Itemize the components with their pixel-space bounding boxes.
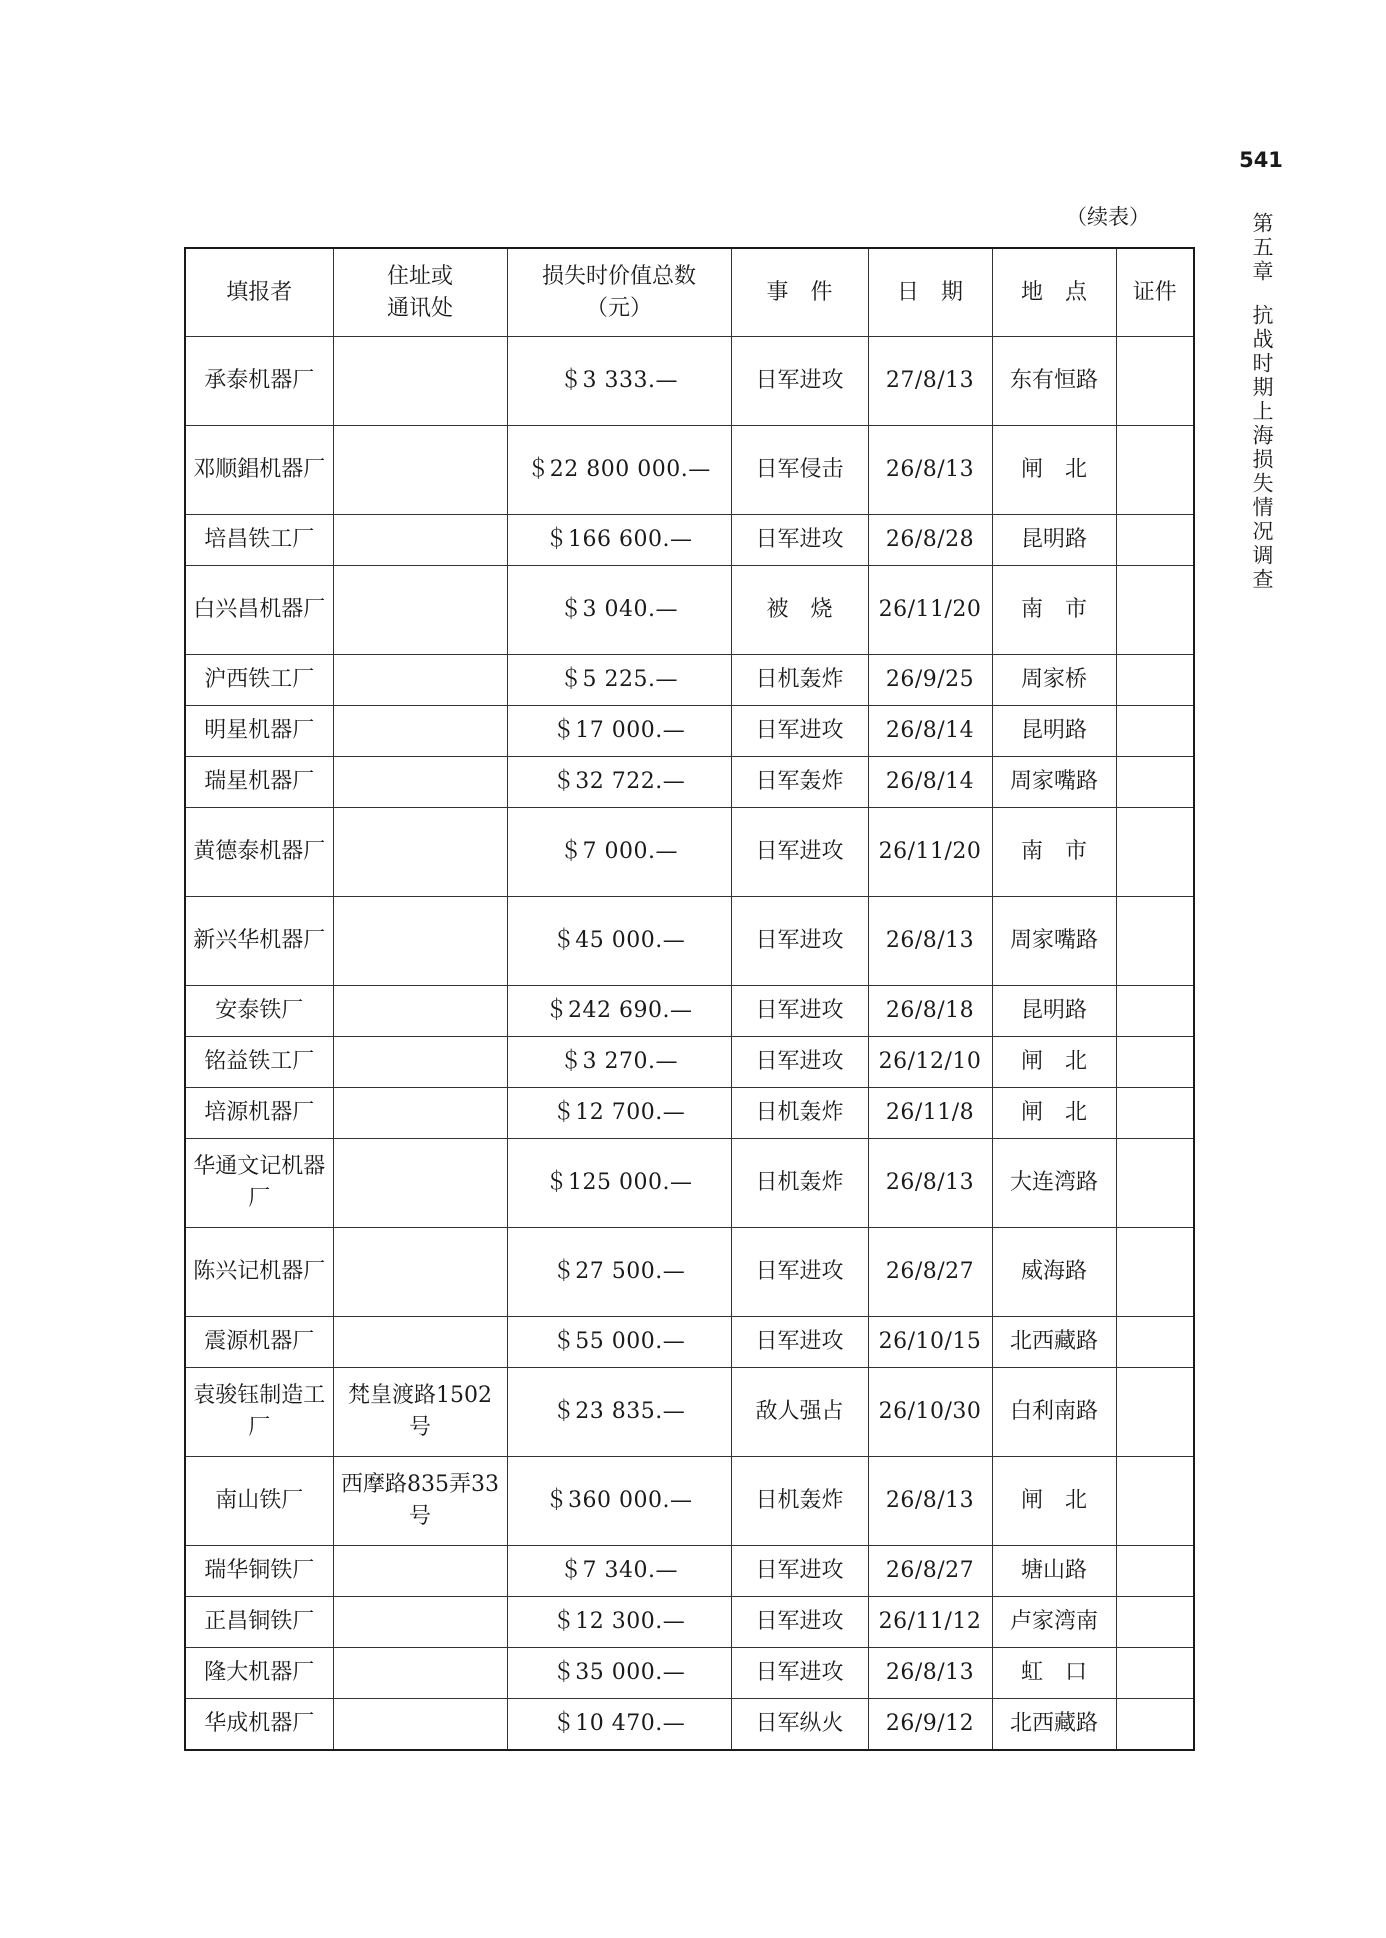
cell-place: 昆明路 <box>992 515 1116 566</box>
header-address-line2: 通讯处 <box>386 295 453 321</box>
table-row <box>185 1546 1194 1597</box>
cell-address <box>333 1228 507 1317</box>
cell-reporter: 陈兴记机器厂 <box>185 1228 333 1317</box>
cell-amount: ＄55 000.— <box>507 1317 731 1368</box>
cell-event: 日军进攻 <box>731 1648 868 1699</box>
table-row <box>185 1228 1194 1317</box>
cell-amount: ＄10 470.— <box>507 1699 731 1750</box>
cell-event: 日军进攻 <box>731 515 868 566</box>
cell-place: 闸 北 <box>992 1457 1116 1546</box>
cell-date: 26/8/13 <box>868 1139 992 1228</box>
cell-address <box>333 426 507 515</box>
cell-certificate <box>1116 986 1194 1037</box>
cell-reporter: 新兴华机器厂 <box>185 897 333 986</box>
header-address <box>333 248 507 337</box>
table-row <box>185 1037 1194 1088</box>
cell-place: 卢家湾南 <box>992 1597 1116 1648</box>
cell-place: 闸 北 <box>992 1088 1116 1139</box>
cell-certificate <box>1116 706 1194 757</box>
cell-reporter: 隆大机器厂 <box>185 1648 333 1699</box>
cell-reporter: 白兴昌机器厂 <box>185 566 333 655</box>
table-row <box>185 1368 1194 1457</box>
cell-date: 26/9/25 <box>868 655 992 706</box>
cell-amount: ＄5 225.— <box>507 655 731 706</box>
cell-reporter: 明星机器厂 <box>185 706 333 757</box>
cell-certificate <box>1116 1457 1194 1546</box>
cell-amount: ＄7 340.— <box>507 1546 731 1597</box>
cell-event: 日机轰炸 <box>731 1139 868 1228</box>
header-place: 地 点 <box>992 248 1116 337</box>
cell-reporter: 培昌铁工厂 <box>185 515 333 566</box>
cell-certificate <box>1116 655 1194 706</box>
header-date: 日 期 <box>868 248 992 337</box>
cell-reporter: 震源机器厂 <box>185 1317 333 1368</box>
loss-report-table <box>184 247 1195 1751</box>
cell-reporter: 安泰铁厂 <box>185 986 333 1037</box>
cell-address <box>333 986 507 1037</box>
table-row <box>185 986 1194 1037</box>
cell-certificate <box>1116 1228 1194 1317</box>
table-row <box>185 1699 1194 1750</box>
cell-amount: ＄3 040.— <box>507 566 731 655</box>
cell-date: 26/11/20 <box>868 566 992 655</box>
table-header-row <box>185 248 1194 337</box>
cell-event: 日军进攻 <box>731 986 868 1037</box>
cell-place: 周家嘴路 <box>992 897 1116 986</box>
header-loss-line2: （元） <box>585 295 652 321</box>
cell-event: 日军进攻 <box>731 808 868 897</box>
cell-place: 昆明路 <box>992 706 1116 757</box>
cell-certificate <box>1116 1139 1194 1228</box>
cell-certificate <box>1116 1597 1194 1648</box>
cell-date: 26/8/13 <box>868 426 992 515</box>
table-row <box>185 1317 1194 1368</box>
chapter-label: 第五章 <box>1250 212 1274 284</box>
cell-amount: ＄166 600.— <box>507 515 731 566</box>
cell-event: 日军进攻 <box>731 337 868 426</box>
cell-place: 南 市 <box>992 566 1116 655</box>
cell-date: 26/8/28 <box>868 515 992 566</box>
cell-address <box>333 1648 507 1699</box>
cell-reporter: 沪西铁工厂 <box>185 655 333 706</box>
cell-date: 26/8/18 <box>868 986 992 1037</box>
cell-reporter: 邓顺錩机器厂 <box>185 426 333 515</box>
cell-amount: ＄242 690.— <box>507 986 731 1037</box>
page-number: 541 <box>1239 148 1283 172</box>
cell-place: 北西藏路 <box>992 1699 1116 1750</box>
cell-reporter: 黄德泰机器厂 <box>185 808 333 897</box>
cell-event: 被 烧 <box>731 566 868 655</box>
table-row <box>185 566 1194 655</box>
table-row <box>185 515 1194 566</box>
cell-place: 白利南路 <box>992 1368 1116 1457</box>
cell-address <box>333 515 507 566</box>
table-row <box>185 706 1194 757</box>
cell-place: 东有恒路 <box>992 337 1116 426</box>
cell-amount: ＄12 300.— <box>507 1597 731 1648</box>
cell-reporter: 南山铁厂 <box>185 1457 333 1546</box>
cell-amount: ＄12 700.— <box>507 1088 731 1139</box>
cell-amount: ＄3 270.— <box>507 1037 731 1088</box>
cell-event: 日机轰炸 <box>731 1457 868 1546</box>
cell-reporter: 铭益铁工厂 <box>185 1037 333 1088</box>
cell-date: 26/10/15 <box>868 1317 992 1368</box>
cell-reporter: 瑞华铜铁厂 <box>185 1546 333 1597</box>
cell-date: 26/10/30 <box>868 1368 992 1457</box>
cell-certificate <box>1116 808 1194 897</box>
table-row <box>185 1088 1194 1139</box>
cell-event: 日机轰炸 <box>731 1088 868 1139</box>
cell-amount: ＄22 800 000.— <box>507 426 731 515</box>
cell-address <box>333 1139 507 1228</box>
cell-certificate <box>1116 337 1194 426</box>
continued-label: （续表） <box>1066 205 1150 229</box>
table-row <box>185 1139 1194 1228</box>
cell-amount: ＄27 500.— <box>507 1228 731 1317</box>
cell-reporter: 瑞星机器厂 <box>185 757 333 808</box>
table-row <box>185 897 1194 986</box>
cell-event: 日军进攻 <box>731 1546 868 1597</box>
cell-event: 日机轰炸 <box>731 655 868 706</box>
cell-place: 塘山路 <box>992 1546 1116 1597</box>
cell-place: 南 市 <box>992 808 1116 897</box>
cell-address <box>333 655 507 706</box>
cell-date: 26/8/13 <box>868 897 992 986</box>
cell-event: 日军进攻 <box>731 1317 868 1368</box>
cell-date: 26/8/13 <box>868 1457 992 1546</box>
cell-amount: ＄7 000.— <box>507 808 731 897</box>
cell-address <box>333 337 507 426</box>
cell-certificate <box>1116 1037 1194 1088</box>
cell-amount: ＄32 722.— <box>507 757 731 808</box>
cell-reporter: 培源机器厂 <box>185 1088 333 1139</box>
cell-date: 26/9/12 <box>868 1699 992 1750</box>
cell-address <box>333 1317 507 1368</box>
table-row <box>185 1597 1194 1648</box>
cell-date: 26/11/20 <box>868 808 992 897</box>
cell-amount: ＄360 000.— <box>507 1457 731 1546</box>
cell-certificate <box>1116 897 1194 986</box>
cell-place: 昆明路 <box>992 986 1116 1037</box>
cell-amount: ＄35 000.— <box>507 1648 731 1699</box>
header-event: 事 件 <box>731 248 868 337</box>
cell-date: 26/8/27 <box>868 1228 992 1317</box>
cell-place: 闸 北 <box>992 426 1116 515</box>
header-loss-value <box>507 248 731 337</box>
header-loss-line1: 损失时价值总数 <box>541 263 696 289</box>
table-row <box>185 1457 1194 1546</box>
cell-date: 26/11/8 <box>868 1088 992 1139</box>
cell-event: 日军进攻 <box>731 706 868 757</box>
cell-place: 大连湾路 <box>992 1139 1116 1228</box>
header-reporter: 填报者 <box>185 248 333 337</box>
cell-certificate <box>1116 1699 1194 1750</box>
cell-address <box>333 808 507 897</box>
cell-date: 26/8/14 <box>868 757 992 808</box>
cell-amount: ＄45 000.— <box>507 897 731 986</box>
table-row <box>185 655 1194 706</box>
cell-address: 梵皇渡路1502号 <box>333 1368 507 1457</box>
cell-place: 周家嘴路 <box>992 757 1116 808</box>
cell-event: 日军进攻 <box>731 1037 868 1088</box>
cell-event: 日军轰炸 <box>731 757 868 808</box>
cell-amount: ＄125 000.— <box>507 1139 731 1228</box>
cell-date: 26/8/13 <box>868 1648 992 1699</box>
cell-event: 日军纵火 <box>731 1699 868 1750</box>
cell-address <box>333 1546 507 1597</box>
table-row <box>185 757 1194 808</box>
cell-certificate <box>1116 1546 1194 1597</box>
cell-place: 周家桥 <box>992 655 1116 706</box>
cell-event: 日军侵击 <box>731 426 868 515</box>
cell-date: 26/8/27 <box>868 1546 992 1597</box>
cell-address <box>333 1699 507 1750</box>
cell-certificate <box>1116 1088 1194 1139</box>
chapter-title: 抗战时期上海损失情况调查 <box>1250 304 1274 592</box>
cell-amount: ＄17 000.— <box>507 706 731 757</box>
cell-certificate <box>1116 426 1194 515</box>
table-row <box>185 808 1194 897</box>
cell-certificate <box>1116 515 1194 566</box>
cell-place: 闸 北 <box>992 1037 1116 1088</box>
cell-reporter: 袁骏钰制造工厂 <box>185 1368 333 1457</box>
cell-date: 26/8/14 <box>868 706 992 757</box>
cell-event: 日军进攻 <box>731 1597 868 1648</box>
cell-date: 27/8/13 <box>868 337 992 426</box>
cell-address <box>333 897 507 986</box>
cell-address <box>333 1597 507 1648</box>
cell-event: 日军进攻 <box>731 897 868 986</box>
cell-certificate <box>1116 1368 1194 1457</box>
cell-date: 26/11/12 <box>868 1597 992 1648</box>
cell-address <box>333 757 507 808</box>
cell-event: 日军进攻 <box>731 1228 868 1317</box>
cell-certificate <box>1116 1648 1194 1699</box>
cell-place: 虹 口 <box>992 1648 1116 1699</box>
cell-certificate <box>1116 566 1194 655</box>
header-certificate: 证件 <box>1116 248 1194 337</box>
cell-place: 北西藏路 <box>992 1317 1116 1368</box>
cell-event: 敌人强占 <box>731 1368 868 1457</box>
cell-address: 西摩路835弄33号 <box>333 1457 507 1546</box>
cell-address <box>333 1037 507 1088</box>
cell-reporter: 正昌铜铁厂 <box>185 1597 333 1648</box>
cell-certificate <box>1116 757 1194 808</box>
cell-address <box>333 1088 507 1139</box>
header-address-line1: 住址或 <box>386 263 453 289</box>
cell-amount: ＄3 333.— <box>507 337 731 426</box>
cell-reporter: 承泰机器厂 <box>185 337 333 426</box>
cell-certificate <box>1116 1317 1194 1368</box>
cell-address <box>333 566 507 655</box>
cell-amount: ＄23 835.— <box>507 1368 731 1457</box>
cell-reporter: 华通文记机器厂 <box>185 1139 333 1228</box>
chapter-running-title <box>1248 212 1276 592</box>
table-row <box>185 337 1194 426</box>
cell-place: 威海路 <box>992 1228 1116 1317</box>
table-row <box>185 1648 1194 1699</box>
table-row <box>185 426 1194 515</box>
table-body <box>185 337 1194 1750</box>
cell-reporter: 华成机器厂 <box>185 1699 333 1750</box>
cell-date: 26/12/10 <box>868 1037 992 1088</box>
cell-address <box>333 706 507 757</box>
